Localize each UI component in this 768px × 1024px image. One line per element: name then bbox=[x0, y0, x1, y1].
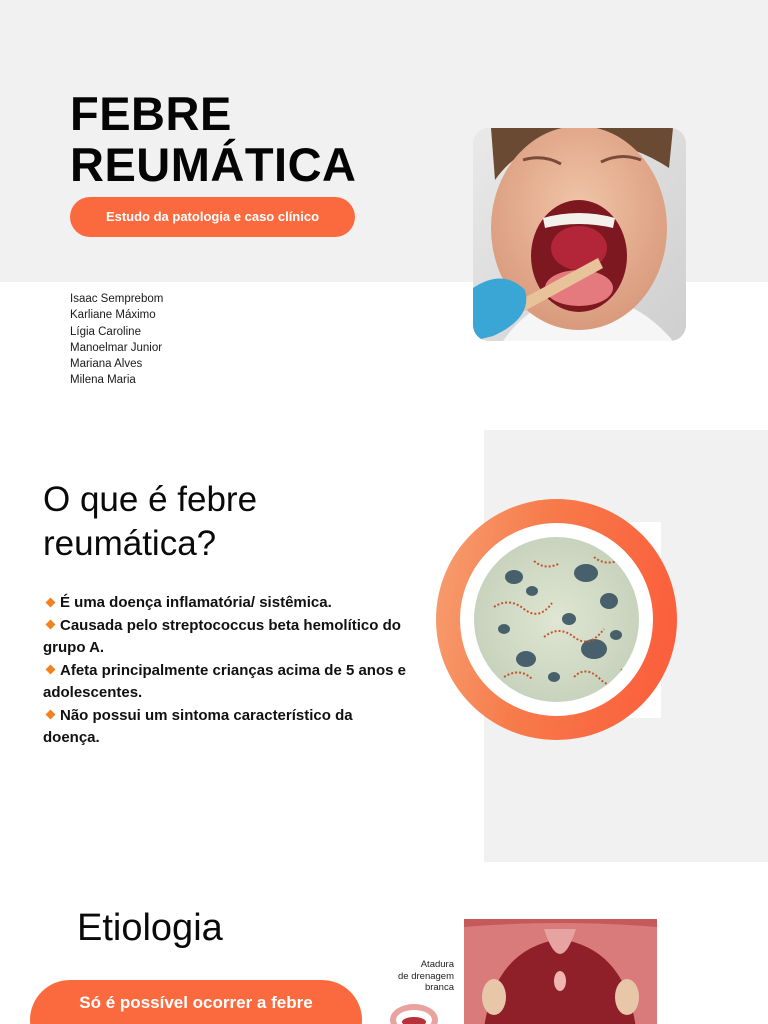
list-item-text: Causada pelo streptococcus beta hemolítico do grupo A. bbox=[43, 616, 401, 656]
slide-title bbox=[0, 0, 768, 420]
slide-etiology bbox=[0, 872, 768, 1024]
list-item-text: Não possui um sintoma característico da doença. bbox=[43, 706, 353, 746]
page-title bbox=[70, 88, 450, 190]
diamond-bullet-icon bbox=[46, 710, 56, 720]
mouth-illustration bbox=[388, 1000, 440, 1024]
author-item: Milena Maria bbox=[70, 374, 136, 387]
list-item bbox=[43, 592, 413, 615]
child-throat-exam-photo bbox=[473, 128, 686, 341]
list-item-text: Afeta principalmente crianças acima de 5 anos e adolescentes. bbox=[43, 661, 406, 701]
list-item bbox=[43, 705, 413, 750]
definition-list bbox=[43, 592, 413, 750]
list-item bbox=[43, 660, 413, 705]
etiology-text: Só é possível ocorrer a febre bbox=[79, 993, 313, 1012]
streptococcus-micrograph bbox=[474, 537, 639, 702]
label-line: Atadura bbox=[420, 959, 454, 970]
heading-line-1: O que é febre bbox=[43, 480, 258, 519]
list-item bbox=[43, 615, 413, 660]
author-list bbox=[70, 291, 163, 389]
diamond-bullet-icon bbox=[46, 665, 56, 675]
label-line: branca bbox=[424, 982, 454, 993]
author-item: Mariana Alves bbox=[70, 358, 143, 371]
heading-line-2: reumática? bbox=[43, 524, 217, 563]
section-heading bbox=[43, 478, 423, 566]
author-item: Isaac Semprebom bbox=[70, 293, 164, 305]
title-line-2: REUMÁTICA bbox=[70, 138, 357, 191]
author-item: Lígia Caroline bbox=[70, 325, 141, 338]
diamond-bullet-icon bbox=[46, 597, 56, 607]
list-item-text: É uma doença inflamatória/ sistêmica. bbox=[60, 594, 332, 611]
label-line: de drenagem bbox=[398, 970, 454, 982]
author-item: Karliane Máximo bbox=[70, 309, 156, 322]
throat-illustration bbox=[464, 919, 657, 1024]
diamond-bullet-icon bbox=[46, 620, 56, 630]
slide-definition bbox=[0, 430, 768, 862]
title-line-1: FEBRE bbox=[70, 87, 232, 140]
subtitle-badge: Estudo da patologia e caso clínico bbox=[70, 197, 355, 237]
author-item: Manoelmar Junior bbox=[70, 341, 163, 354]
section-heading: Etiologia bbox=[77, 907, 223, 949]
throat-diagram-label bbox=[384, 959, 454, 994]
